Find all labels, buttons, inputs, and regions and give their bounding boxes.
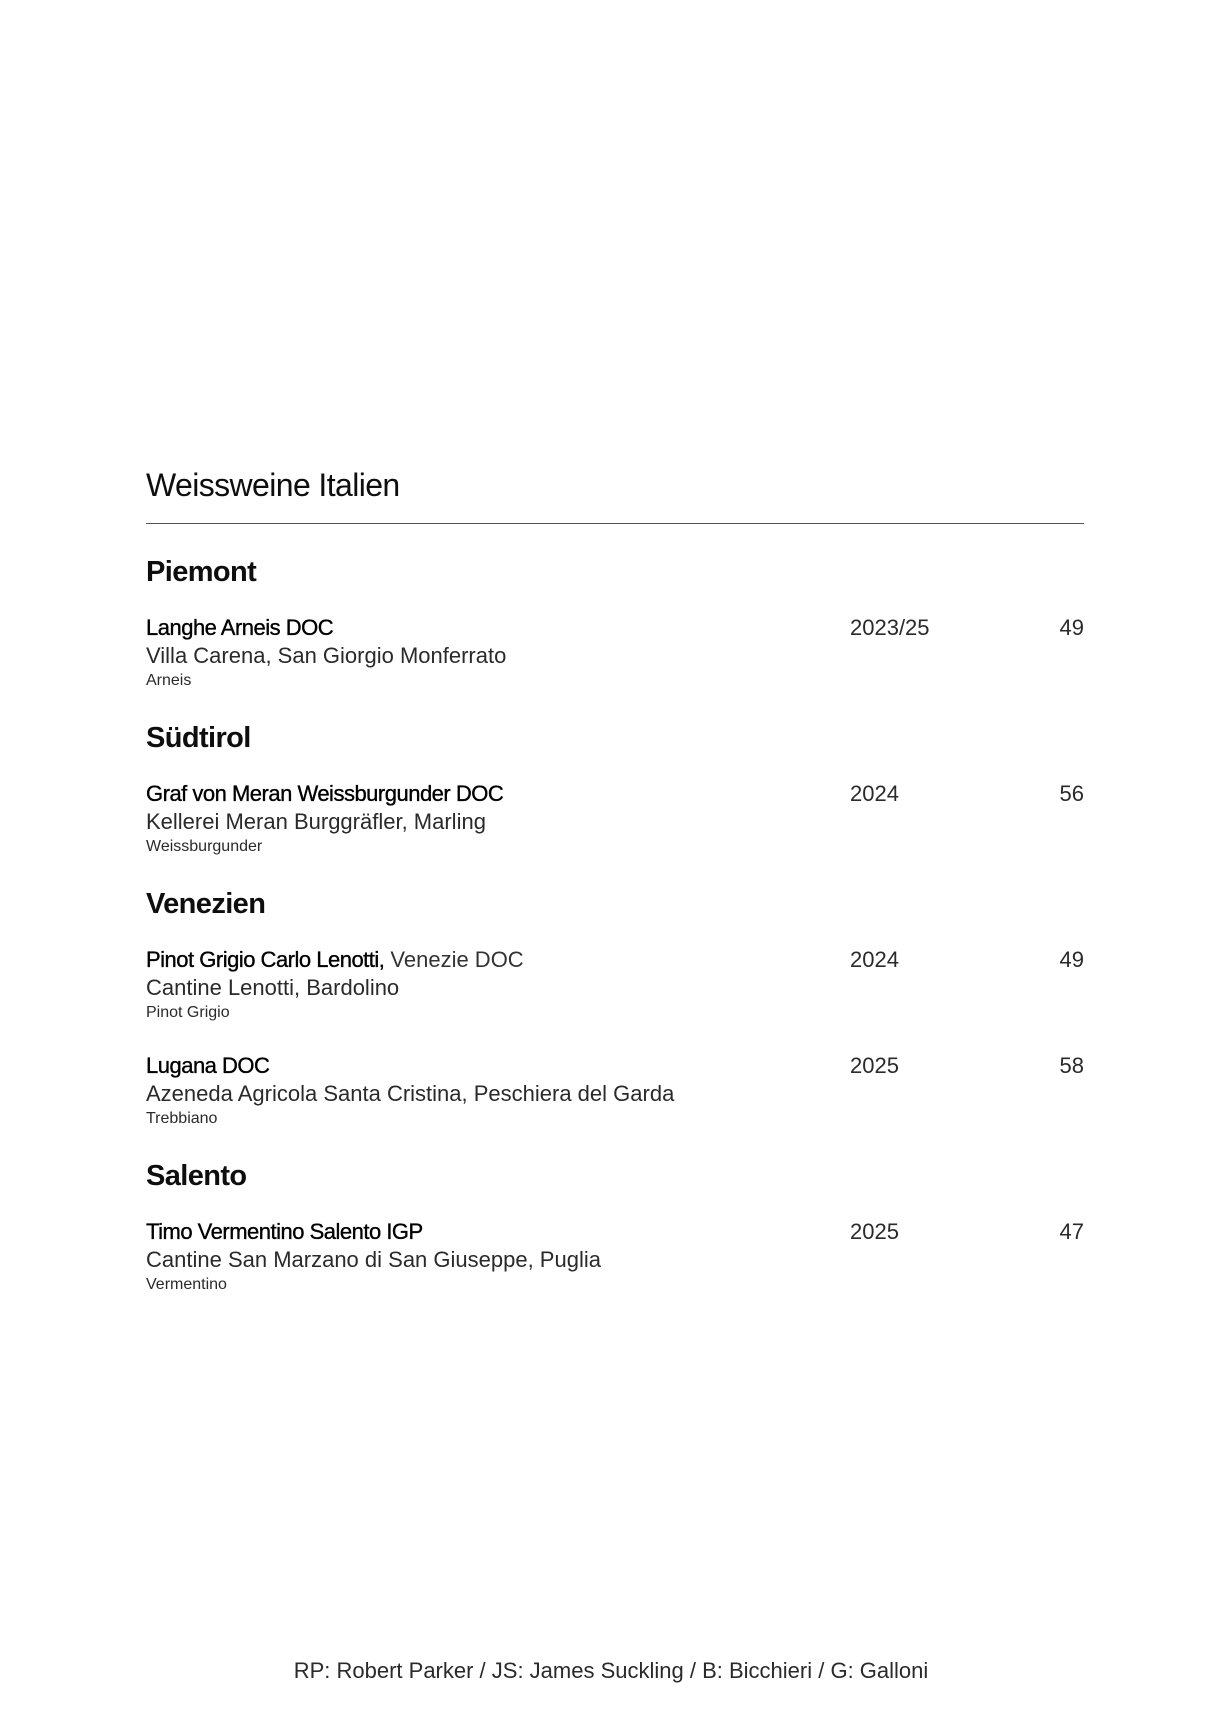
wine-grape: Trebbiano: [146, 1110, 218, 1127]
wine-price: 56: [1059, 781, 1084, 806]
region-title: Salento: [146, 1160, 247, 1192]
wine-producer: Cantine Lenotti, Bardolino: [146, 975, 400, 1000]
region-suedtirol: [146, 720, 1084, 858]
page-title: Weissweine Italien: [146, 467, 400, 503]
region-title: Südtirol: [146, 722, 251, 754]
wine-vintage: 2024: [850, 947, 899, 972]
rating-legend-footer: RP: Robert Parker / JS: James Suckling / B: Bicchieri / G: Galloni: [293, 1658, 929, 1683]
wine-vintage: 2025: [850, 1219, 899, 1244]
wine-grape: Weissburgunder: [146, 838, 263, 855]
wine-name: Lugana DOC: [146, 1053, 270, 1078]
wine-name: Langhe Arneis DOC: [146, 615, 334, 640]
wine-item: [146, 614, 1084, 692]
wine-producer: Azeneda Agricola Santa Cristina, Peschiera del Garda: [146, 1081, 675, 1106]
wine-heading: [146, 614, 1084, 642]
wine-name: Graf von Meran Weissburgunder DOC: [146, 781, 504, 806]
wine-appellation: Venezie DOC: [390, 947, 524, 972]
region-salento: [146, 1158, 1084, 1296]
region-piemont: [146, 554, 1084, 692]
wine-producer: Cantine San Marzano di San Giuseppe, Puglia: [146, 1247, 601, 1272]
region-venezien: [146, 886, 1084, 1130]
wine-producer: Kellerei Meran Burggräfler, Marling: [146, 809, 486, 834]
wine-grape: Arneis: [146, 672, 192, 689]
wine-grape: Pinot Grigio: [146, 1004, 230, 1021]
wine-vintage: 2024: [850, 781, 899, 806]
title-divider: [146, 523, 1084, 524]
wine-item: [146, 780, 1084, 858]
region-title: Piemont: [146, 556, 257, 588]
wine-heading: [146, 946, 1084, 974]
wine-heading: [146, 1218, 1084, 1246]
wine-heading: [146, 780, 1084, 808]
wine-item: [146, 1218, 1084, 1296]
wine-price: 58: [1059, 1053, 1084, 1078]
wine-grape: Vermentino: [146, 1276, 227, 1293]
wine-vintage: 2025: [850, 1053, 899, 1078]
wine-producer: Villa Carena, San Giorgio Monferrato: [146, 643, 507, 668]
wine-price: 49: [1059, 615, 1084, 640]
wine-heading: [146, 1052, 1084, 1080]
wine-name: Timo Vermentino Salento IGP: [146, 1219, 423, 1244]
wine-vintage: 2023/25: [850, 615, 930, 640]
wine-item: [146, 1052, 1084, 1130]
wine-name: Pinot Grigio Carlo Lenotti,: [146, 947, 385, 972]
wine-item: [146, 946, 1084, 1024]
region-title: Venezien: [146, 888, 266, 920]
wine-price: 47: [1059, 1219, 1084, 1244]
wine-price: 49: [1059, 947, 1084, 972]
wine-list-page: [146, 465, 1084, 1324]
